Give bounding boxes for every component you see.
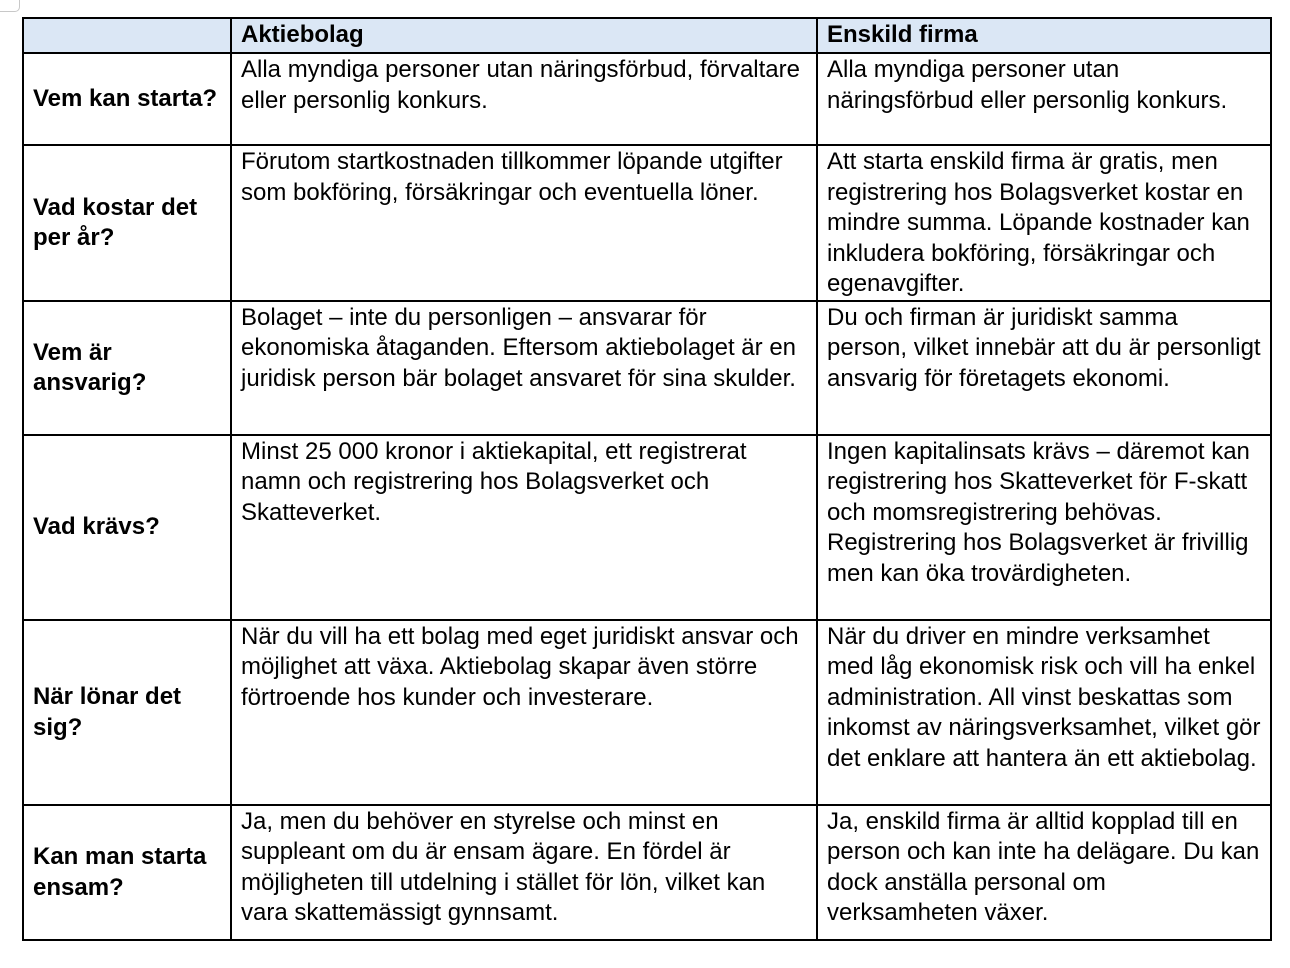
cell-aktiebolag: Ja, men du behöver en styrelse och minst en suppleant om du är ensam ägare. En fördel är möjligheten till utdelning i stället för lön, vilket kan vara skattemässigt gynnsamt. [231,805,817,940]
cell-enskild-firma: Alla myndiga personer utan näringsförbud eller personlig konkurs. [817,53,1271,145]
table-row [23,53,1271,145]
corner-mark [0,0,20,12]
table-row [23,620,1271,805]
cell-enskild-firma: När du driver en mindre verksamhet med låg ekonomisk risk och vill ha enkel administration. All vinst beskattas som inkomst av näringsverksamhet, vilket gör det enklare att hantera än ett aktiebolag. [817,620,1271,805]
cell-aktiebolag: Förutom startkostnaden tillkommer löpande utgifter som bokföring, försäkringar och eventuella löner. [231,145,817,301]
table-row [23,145,1271,301]
header-cell-empty [23,18,231,53]
table-row [23,435,1271,620]
cell-aktiebolag: Alla myndiga personer utan näringsförbud, förvaltare eller personlig konkurs. [231,53,817,145]
comparison-table [22,17,1272,941]
table-row [23,301,1271,435]
cell-aktiebolag: Bolaget – inte du personligen – ansvarar för ekonomiska åtaganden. Eftersom aktiebolaget är en juridisk person bär bolaget ansvaret för sina skulder. [231,301,817,435]
row-label: Vem kan starta? [23,53,231,145]
row-label: Vad krävs? [23,435,231,620]
header-cell-enskild-firma: Enskild firma [817,18,1271,53]
header-row [23,18,1271,53]
cell-aktiebolag: Minst 25 000 kronor i aktiekapital, ett registrerat namn och registrering hos Bolagsverket och Skatteverket. [231,435,817,620]
cell-aktiebolag: När du vill ha ett bolag med eget juridiskt ansvar och möjlighet att växa. Aktiebolag skapar även större förtroende hos kunder och investerare. [231,620,817,805]
cell-enskild-firma: Ingen kapitalinsats krävs – däremot kan registrering hos Skatteverket för F-skatt och momsregistrering behövas. Registrering hos Bolagsverket är frivillig men kan öka trovärdigheten. [817,435,1271,620]
row-label: Vad kostar det per år? [23,145,231,301]
row-label: När lönar det sig? [23,620,231,805]
cell-enskild-firma: Ja, enskild firma är alltid kopplad till en person och kan inte ha delägare. Du kan dock anställa personal om verksamheten växer. [817,805,1271,940]
table-row [23,805,1271,940]
cell-enskild-firma: Att starta enskild firma är gratis, men registrering hos Bolagsverket kostar en mindre summa. Löpande kostnader kan inkludera bokföring, försäkringar och egenavgifter. [817,145,1271,301]
row-label: Vem är ansvarig? [23,301,231,435]
header-cell-aktiebolag: Aktiebolag [231,18,817,53]
row-label: Kan man starta ensam? [23,805,231,940]
cell-enskild-firma: Du och firman är juridiskt samma person, vilket innebär att du är personligt ansvarig för företagets ekonomi. [817,301,1271,435]
